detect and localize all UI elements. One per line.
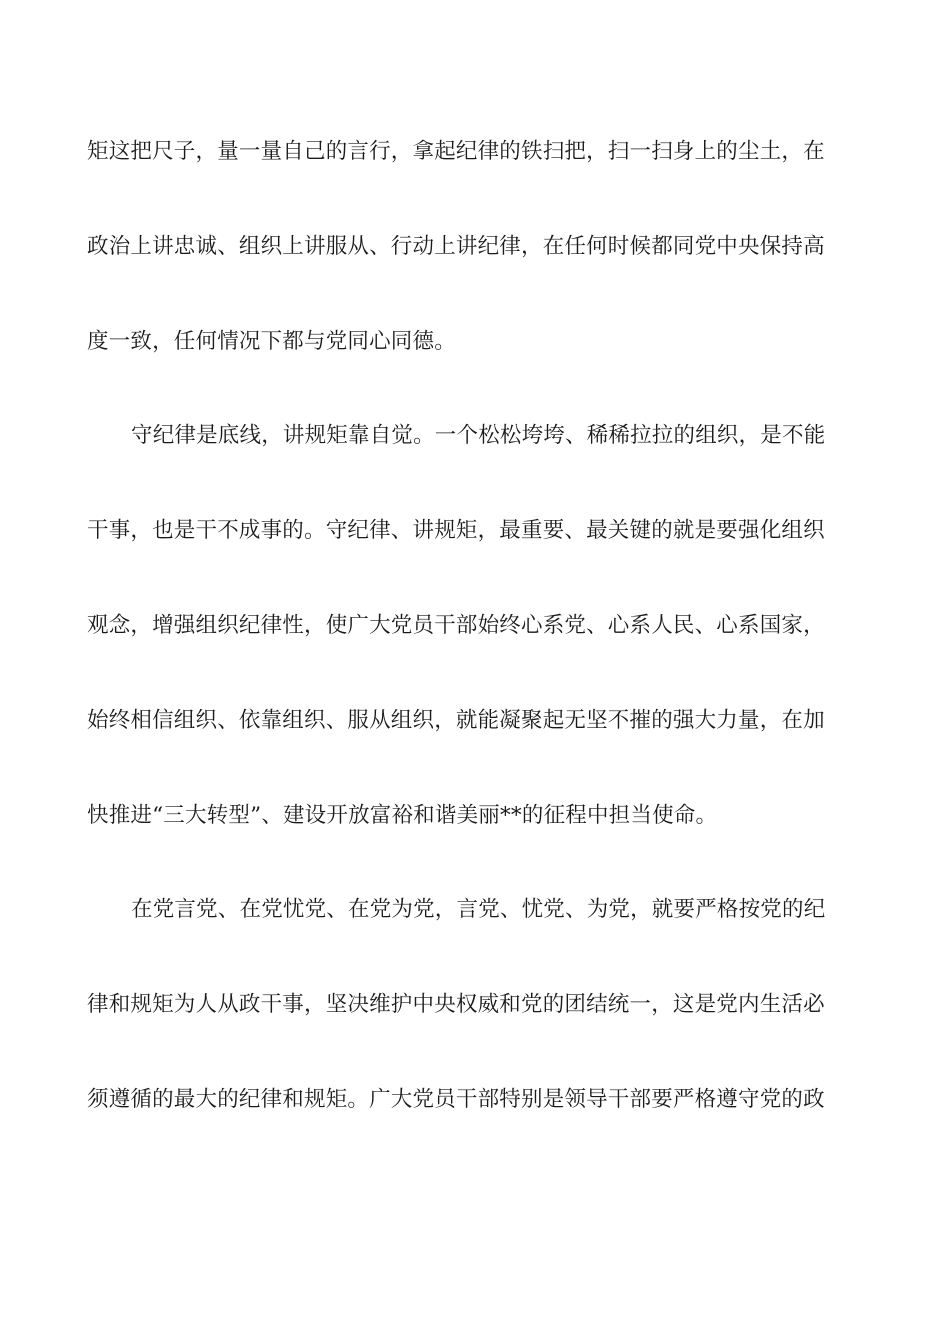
paragraph-start-line: 守纪律是底线，讲规矩靠自觉。一个松松垮垮、稀稀拉拉的组织，是不能 <box>131 423 826 448</box>
text-line: 干事，也是干不成事的。守纪律、讲规矩，最重要、最关键的就是要强化组织 <box>87 518 825 543</box>
text-line: 度一致，任何情况下都与党同心同德。 <box>87 329 456 354</box>
text-line: 观念，增强组织纪律性，使广大党员干部始终心系党、心系人民、心系国家， <box>87 613 825 638</box>
text-line: 矩这把尺子，量一量自己的言行，拿起纪律的铁扫把，扫一扫身上的尘土，在 <box>87 139 825 164</box>
text-line: 始终相信组织、依靠组织、服从组织，就能凝聚起无坚不摧的强大力量，在加 <box>87 708 825 733</box>
text-line: 须遵循的最大的纪律和规矩。广大党员干部特别是领导干部要严格遵守党的政 <box>87 1087 825 1112</box>
text-line: 律和规矩为人从政干事，坚决维护中央权威和党的团结统一，这是党内生活必 <box>87 992 825 1017</box>
text-line: 快推进“三大转型”、建设开放富裕和谐美丽**的征程中担当使命。 <box>87 803 718 828</box>
paragraph-start-line: 在党言党、在党忧党、在党为党，言党、忧党、为党，就要严格按党的纪 <box>131 897 826 922</box>
text-line: 政治上讲忠诚、组织上讲服从、行动上讲纪律，在任何时候都同党中央保持高 <box>87 234 825 259</box>
